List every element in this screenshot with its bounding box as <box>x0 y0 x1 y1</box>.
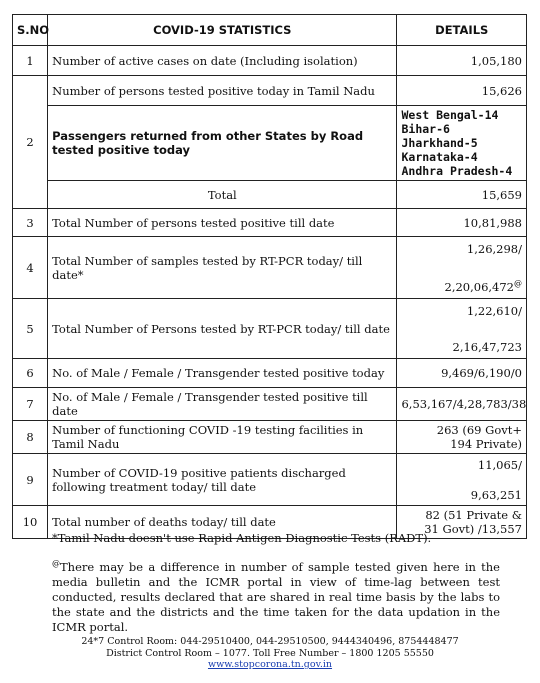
row-value: 82 (51 Private & 31 Govt) /13,557 <box>397 506 527 539</box>
control-room-line: 24*7 Control Room: 044-29510400, 044-29510500, 9444340496, 8754448477 <box>81 636 459 647</box>
value-today: 11,065/ <box>477 457 522 472</box>
row-value: 15,626 <box>397 76 527 106</box>
row-value: 263 (69 Govt+ 194 Private) <box>397 421 527 454</box>
table-row <box>13 46 527 76</box>
row-value: 6,53,167/4,28,783/38 <box>397 388 527 421</box>
row-sno: 10 <box>13 506 48 539</box>
row-value <box>397 237 527 299</box>
value-today: 1,22,610/ <box>466 303 522 318</box>
value-till-date: 9,63,251 <box>470 487 522 502</box>
table-row <box>13 209 527 237</box>
row-label: No. of Male / Female / Transgender tested positive till date <box>48 388 397 421</box>
row-label: No. of Male / Female / Transgender tested positive today <box>48 359 397 388</box>
row-sno: 2 <box>13 76 48 209</box>
row-sno: 5 <box>13 299 48 359</box>
table-row <box>13 299 527 359</box>
row-label: Number of persons tested positive today in Tamil Nadu <box>48 76 397 106</box>
row-label: Total Number of Persons tested by RT-PCR today/ till date <box>48 299 397 359</box>
state-item: West Bengal-14 <box>401 108 499 122</box>
header-sno: S.NO <box>13 15 48 46</box>
row-label: Total Number of samples tested by RT-PCR today/ till date* <box>48 237 397 299</box>
footnote-icmr: @There may be a difference in number of sample tested given here in the media bulletin and the ICMR portal in view of time-lag between test conducted, results declared that are shared in real time basis by the labs to the state and the districts and the time taken for the data updation in the ICMR portal. <box>52 559 500 634</box>
row-sno: 3 <box>13 209 48 237</box>
states-list <box>397 106 527 181</box>
row-label: Passengers returned from other States by Road tested positive today <box>48 106 397 181</box>
header-details: DETAILS <box>397 15 527 46</box>
row-label-total: Total <box>48 181 397 209</box>
row-sno: 1 <box>13 46 48 76</box>
stopcorona-link[interactable]: www.stopcorona.tn.gov.in <box>207 659 333 670</box>
row-label: Number of functioning COVID -19 testing facilities in Tamil Nadu <box>48 421 397 454</box>
row-sno: 6 <box>13 359 48 388</box>
value-till-date: 2,20,06,472@ <box>444 278 522 294</box>
row-sno: 9 <box>13 454 48 506</box>
row-value <box>397 299 527 359</box>
row-label: Number of active cases on date (Including isolation) <box>48 46 397 76</box>
table-row <box>13 454 527 506</box>
table-row <box>13 237 527 299</box>
table-row <box>13 388 527 421</box>
table-row <box>13 359 527 388</box>
control-room-footer <box>0 636 540 671</box>
row-label: Total Number of persons tested positive till date <box>48 209 397 237</box>
state-item: Jharkhand-5 <box>401 136 478 150</box>
table-row <box>13 181 527 209</box>
covid-statistics-table <box>12 14 527 539</box>
row-value: 15,659 <box>397 181 527 209</box>
row-label: Total number of deaths today/ till date <box>48 506 397 539</box>
row-sno: 7 <box>13 388 48 421</box>
state-item: Karnataka-4 <box>401 150 478 164</box>
footnote-symbol: @ <box>52 559 60 568</box>
value-today: 1,26,298/ <box>466 241 522 256</box>
district-control-line: District Control Room – 1077. Toll Free Number – 1800 1205 55550 <box>106 647 434 659</box>
row-sno: 4 <box>13 237 48 299</box>
header-stats: COVID-19 STATISTICS <box>48 15 397 46</box>
table-row <box>13 76 527 106</box>
row-sno: 8 <box>13 421 48 454</box>
footnote-radt: *Tamil Nadu doesn't use Rapid Antigen Diagnostic Tests (RADT). <box>52 531 432 545</box>
row-value <box>397 454 527 506</box>
table-row <box>13 421 527 454</box>
row-label: Number of COVID-19 positive patients discharged following treatment today/ till date <box>48 454 397 506</box>
row-value: 1,05,180 <box>397 46 527 76</box>
table-header-row <box>13 15 527 46</box>
row-value: 9,469/6,190/0 <box>397 359 527 388</box>
table-row <box>13 106 527 181</box>
state-item: Bihar-6 <box>401 122 450 136</box>
state-item: Andhra Pradesh-4 <box>401 164 513 178</box>
value-till-date: 2,16,47,723 <box>452 339 522 354</box>
row-value: 10,81,988 <box>397 209 527 237</box>
